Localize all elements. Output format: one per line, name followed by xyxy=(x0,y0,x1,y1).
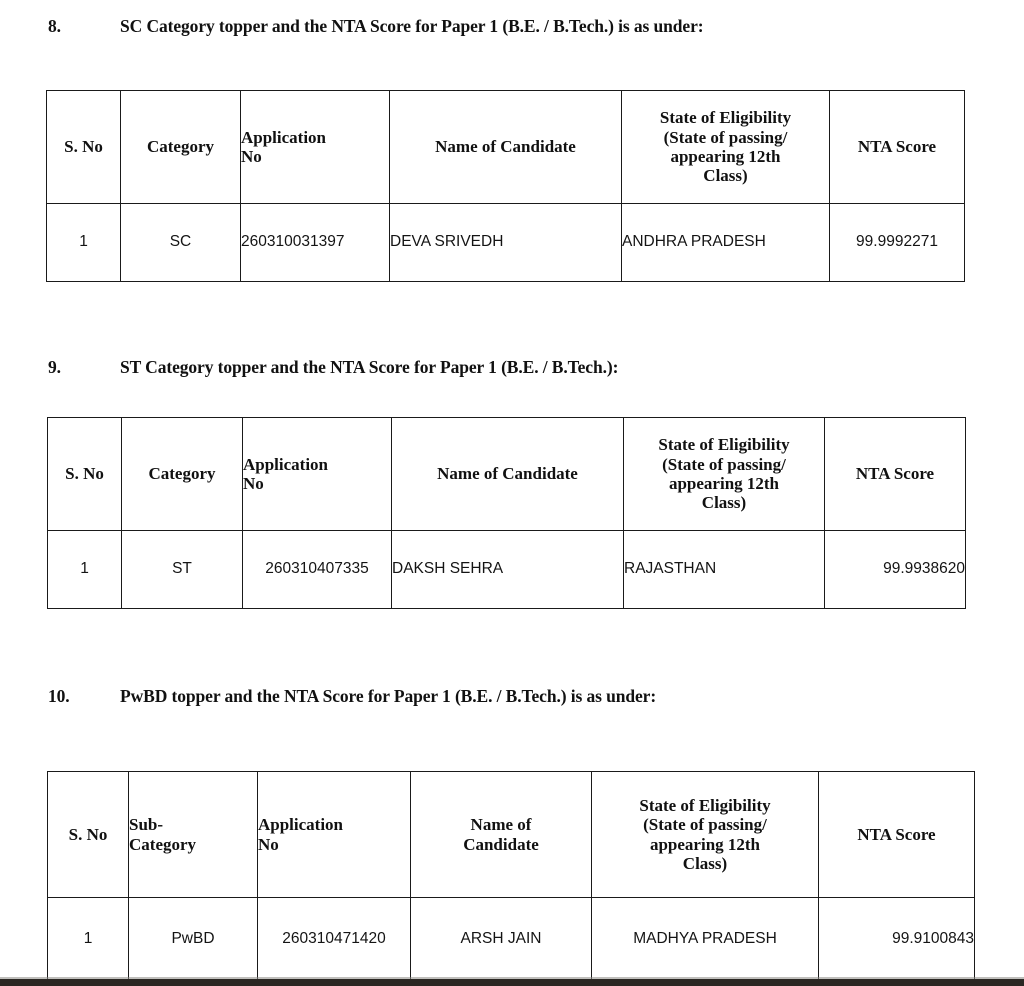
table-header-row xyxy=(47,91,965,204)
header-application-no-line1: Application xyxy=(243,454,329,474)
cell-sub-category: PwBD xyxy=(129,898,258,981)
header-state-line2: (State of passing/ xyxy=(663,127,788,147)
cell-state: ANDHRA PRADESH xyxy=(622,204,830,282)
header-category: Category xyxy=(121,91,241,204)
cell-application-no: 260310031397 xyxy=(241,204,390,282)
cell-state: RAJASTHAN xyxy=(624,531,825,609)
cell-s-no: 1 xyxy=(47,204,121,282)
header-state-line1: State of Eligibility xyxy=(659,108,792,128)
pwbd-topper-table xyxy=(47,771,975,981)
header-state-line1: State of Eligibility xyxy=(658,435,790,455)
header-state-line3: appearing 12th xyxy=(670,147,781,166)
cell-category: SC xyxy=(121,204,241,282)
header-state-line2: (State of passing/ xyxy=(643,815,767,835)
header-category: Category xyxy=(122,418,243,531)
sc-topper-table xyxy=(46,90,965,282)
cell-category: ST xyxy=(122,531,243,609)
header-sub-category-line2: Category xyxy=(129,834,197,854)
section-number-8: 8. xyxy=(48,16,61,36)
st-topper-table xyxy=(47,417,966,609)
header-application-no xyxy=(258,772,411,898)
header-state-line4: Class) xyxy=(701,493,747,513)
cell-s-no: 1 xyxy=(48,531,122,609)
section-number-10: 10. xyxy=(48,686,70,706)
header-application-no-line2: No xyxy=(243,474,264,493)
cell-name: ARSH JAIN xyxy=(411,898,592,981)
section-heading-9 xyxy=(48,357,618,378)
cell-name: DEVA SRIVEDH xyxy=(390,204,622,282)
section-number-9: 9. xyxy=(48,357,61,377)
header-name-of-candidate: Name of Candidate xyxy=(390,91,622,204)
cell-nta-score: 99.9100843 xyxy=(819,898,975,981)
header-nta-score: NTA Score xyxy=(825,418,966,531)
header-s-no: S. No xyxy=(48,418,122,531)
header-application-no-line2: No xyxy=(258,834,279,854)
header-state-of-eligibility xyxy=(624,418,825,531)
cell-nta-score: 99.9938620 xyxy=(825,531,966,609)
header-s-no: S. No xyxy=(47,91,121,204)
cell-s-no: 1 xyxy=(48,898,129,981)
header-sub-category-line1: Sub- xyxy=(129,815,164,835)
cell-application-no: 260310471420 xyxy=(258,898,411,981)
header-s-no: S. No xyxy=(48,772,129,898)
header-state-line4: Class) xyxy=(703,166,748,186)
header-name-line2: Candidate xyxy=(463,834,539,854)
header-nta-score: NTA Score xyxy=(830,91,965,204)
header-state-line4: Class) xyxy=(682,853,728,873)
header-state-of-eligibility xyxy=(622,91,830,204)
section-heading-8 xyxy=(48,16,703,37)
header-name-of-candidate: Name of Candidate xyxy=(392,418,624,531)
header-name-of-candidate xyxy=(411,772,592,898)
section-heading-text-9: ST Category topper and the NTA Score for Paper 1 (B.E. / B.Tech.): xyxy=(120,357,619,377)
header-application-no-line1: Application xyxy=(258,815,344,835)
cell-state: MADHYA PRADESH xyxy=(592,898,819,981)
header-state-line2: (State of passing/ xyxy=(662,454,786,474)
header-sub-category xyxy=(129,772,258,898)
table-header-row xyxy=(48,772,975,898)
table-row xyxy=(48,531,966,609)
header-state-line1: State of Eligibility xyxy=(639,795,771,815)
header-name-line1: Name of xyxy=(470,815,532,835)
header-state-line3: appearing 12th xyxy=(649,834,761,854)
cell-nta-score: 99.9992271 xyxy=(830,204,965,282)
table-header-row xyxy=(48,418,966,531)
header-application-no xyxy=(241,91,390,204)
section-heading-text-8: SC Category topper and the NTA Score for Paper 1 (B.E. / B.Tech.) is as under: xyxy=(120,16,704,36)
cell-application-no: 260310407335 xyxy=(243,531,392,609)
header-application-no xyxy=(243,418,392,531)
table-row xyxy=(47,204,965,282)
cell-name: DAKSH SEHRA xyxy=(392,531,624,609)
page-bottom-edge xyxy=(0,979,1024,986)
header-state-of-eligibility xyxy=(592,772,819,898)
header-application-no-line1: Application xyxy=(241,127,327,147)
section-heading-text-10: PwBD topper and the NTA Score for Paper 1 (B.E. / B.Tech.) is as under: xyxy=(120,686,657,706)
header-nta-score: NTA Score xyxy=(819,772,975,898)
table-row xyxy=(48,898,975,981)
section-heading-10 xyxy=(48,686,656,707)
header-state-line3: appearing 12th xyxy=(668,474,780,493)
header-application-no-line2: No xyxy=(241,147,262,166)
